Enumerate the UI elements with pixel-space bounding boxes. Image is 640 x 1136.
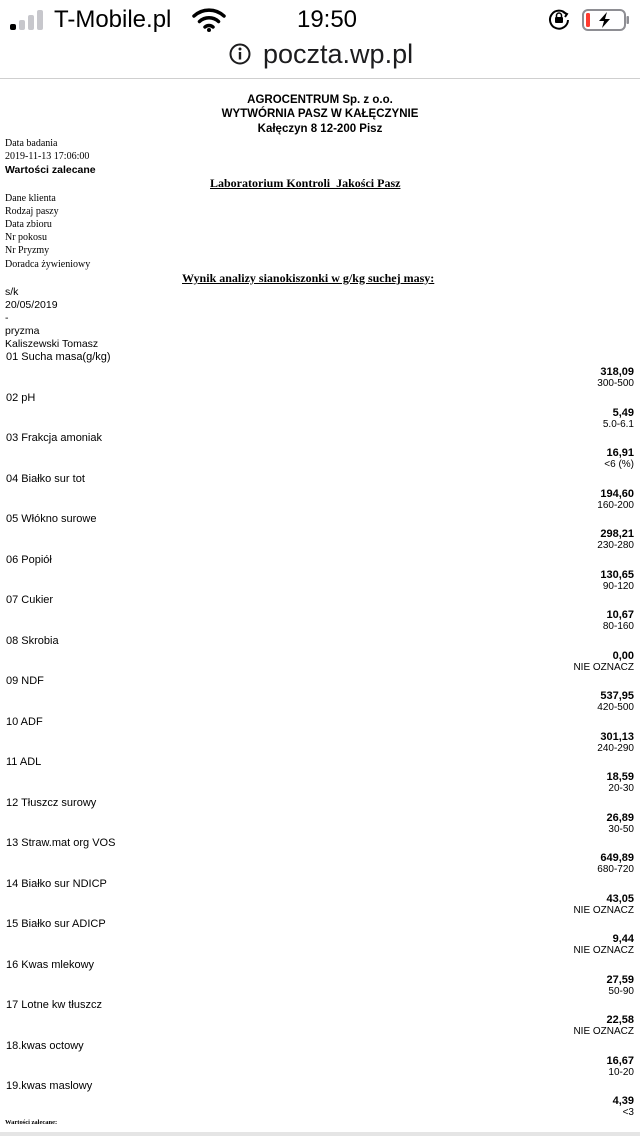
result-name: 19.kwas maslowy: [6, 1080, 93, 1092]
result-reference: NIE OZNACZ: [573, 945, 634, 956]
result-row: [0, 351, 640, 392]
rotation-lock-icon: [548, 8, 570, 30]
result-value: 9,44: [612, 933, 634, 945]
result-name: 06 Popiół: [6, 553, 52, 566]
client-label: Doradca żywieniowy: [5, 259, 91, 270]
result-value: 649,89: [600, 852, 634, 864]
result-row: [0, 878, 640, 919]
result-row: [0, 392, 640, 433]
client-value: pryzma: [5, 325, 40, 337]
result-reference: 160-200: [597, 499, 634, 511]
result-row: [0, 554, 640, 595]
result-row: [0, 432, 640, 473]
result-reference: 50-90: [608, 985, 634, 997]
footer-label: Wartości zalecane:: [5, 1119, 58, 1126]
result-row: [0, 513, 640, 554]
client-label: Rodzaj paszy: [5, 206, 59, 217]
result-reference: 420-500: [597, 702, 634, 713]
result-row: [0, 999, 640, 1040]
result-reference: 680-720: [597, 864, 634, 875]
status-bar: [0, 0, 640, 40]
client-label: Data zbioru: [5, 219, 52, 230]
result-value: 27,59: [606, 973, 634, 986]
result-reference: 10-20: [608, 1066, 634, 1078]
result-value: 22,58: [606, 1014, 634, 1026]
result-value: 298,21: [600, 528, 634, 540]
carrier-name: T-Mobile.pl: [54, 6, 172, 33]
company-address: Kałęczyn 8 12-200 Pisz: [257, 123, 383, 135]
info-icon[interactable]: [229, 43, 251, 65]
result-value: 4,39: [612, 1095, 634, 1107]
client-value: s/k: [5, 286, 19, 298]
result-name: 12 Tłuszcz surowy: [6, 796, 97, 809]
result-name: 08 Skrobia: [6, 634, 59, 647]
test-date-label: Data badania: [5, 138, 58, 149]
result-value: 26,89: [606, 811, 634, 824]
result-value: 301,13: [600, 730, 634, 743]
result-row: [0, 594, 640, 635]
lab-title: Laboratorium Kontroli Jakości Pasz: [210, 176, 401, 190]
result-reference: 5.0-6.1: [602, 418, 634, 430]
result-reference: 80-160: [602, 621, 634, 632]
result-value: 0,00: [612, 649, 634, 662]
result-name: 13 Straw.mat org VOS: [6, 837, 116, 849]
result-row: [0, 1040, 640, 1081]
result-row: [0, 756, 640, 797]
recommended-label: Wartości zalecane: [5, 164, 96, 176]
result-value: 16,91: [606, 447, 634, 459]
client-label: Dane klienta: [5, 193, 56, 204]
result-name: 05 Włókno surowe: [6, 513, 97, 525]
address-bar[interactable]: [0, 38, 640, 72]
result-name: 02 pH: [6, 391, 36, 404]
client-label: Nr pokosu: [5, 232, 47, 243]
result-reference: NIE OZNACZ: [573, 1026, 634, 1037]
result-value: 318,09: [600, 366, 634, 378]
clock: 19:50: [296, 6, 358, 33]
result-name: 07 Cukier: [6, 594, 54, 606]
result-reference: 90-120: [602, 580, 634, 592]
result-reference: NIE OZNACZ: [573, 661, 634, 673]
client-label: Nr Pryzmy: [5, 245, 50, 256]
url-text[interactable]: poczta.wp.pl: [263, 39, 414, 69]
result-name: 15 Białko sur ADICP: [6, 918, 106, 930]
result-value: 194,60: [600, 487, 634, 500]
result-name: 17 Lotne kw tłuszcz: [6, 999, 102, 1011]
result-name: 11 ADL: [6, 756, 42, 768]
result-name: 10 ADF: [6, 715, 43, 728]
result-name: 03 Frakcja amoniak: [6, 432, 102, 444]
result-value: 16,67: [606, 1054, 634, 1067]
result-name: 18.kwas octowy: [6, 1039, 84, 1052]
client-value: Kaliszewski Tomasz: [5, 338, 99, 350]
result-row: [0, 918, 640, 959]
result-value: 43,05: [606, 892, 634, 905]
result-row: [0, 797, 640, 838]
result-row: [0, 635, 640, 676]
result-reference: 300-500: [597, 378, 634, 389]
document-page: [0, 80, 640, 1136]
result-row: [0, 837, 640, 878]
company-name: AGROCENTRUM Sp. z o.o.: [247, 94, 393, 106]
result-reference: 20-30: [608, 783, 634, 794]
company-subtitle: WYTWÓRNIA PASZ W KAŁĘCZYNIE: [221, 108, 419, 120]
result-reference: <6 (%): [604, 459, 634, 470]
result-reference: 240-290: [597, 742, 634, 754]
result-row: [0, 1080, 640, 1121]
battery-icon: [582, 9, 630, 31]
result-reference: 30-50: [608, 823, 634, 835]
test-date: 2019-11-13 17:06:00: [5, 151, 90, 162]
result-value: 130,65: [600, 568, 634, 581]
result-row: [0, 716, 640, 757]
result-value: 10,67: [606, 609, 634, 621]
results-list: [0, 351, 640, 1121]
divider: [0, 78, 640, 79]
result-name: 01 Sucha masa(g/kg): [6, 351, 111, 363]
result-row: [0, 959, 640, 1000]
result-reference: 230-280: [597, 540, 634, 551]
result-name: 16 Kwas mlekowy: [6, 958, 95, 971]
result-row: [0, 473, 640, 514]
result-name: 09 NDF: [6, 675, 44, 687]
result-value: 5,49: [612, 406, 634, 419]
result-reference: NIE OZNACZ: [573, 904, 634, 916]
client-value: 20/05/2019: [5, 299, 58, 311]
result-row: [0, 675, 640, 716]
result-reference: <3: [622, 1107, 634, 1118]
result-name: 04 Białko sur tot: [6, 472, 85, 485]
result-title: Wynik analizy sianokiszonki w g/kg suchej masy:: [182, 271, 435, 285]
result-name: 14 Białko sur NDICP: [6, 877, 107, 890]
bottom-scroll-edge: [0, 1132, 640, 1136]
result-value: 537,95: [600, 690, 634, 702]
client-value: -: [5, 312, 9, 324]
result-value: 18,59: [606, 771, 634, 783]
